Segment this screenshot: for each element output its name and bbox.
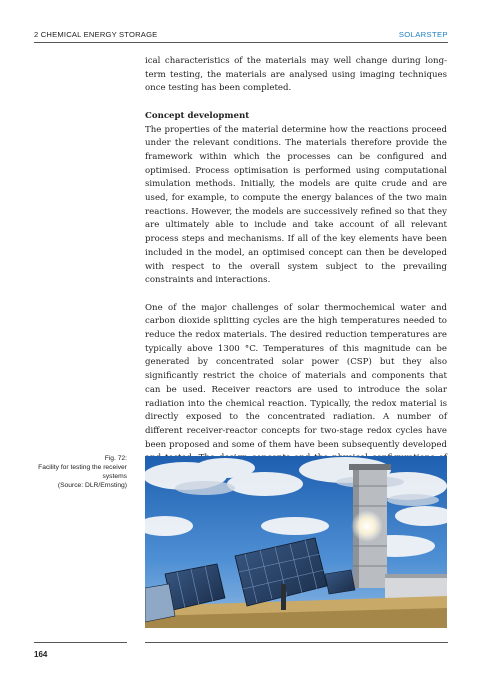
section-heading: Concept development <box>145 110 250 121</box>
page-number: 164 <box>34 650 48 659</box>
figure-caption-text: Facility for testing the receiver systems <box>38 464 127 480</box>
figure-number: Fig. 72: <box>104 455 127 462</box>
footer-rule-left <box>34 642 127 643</box>
header-rule <box>34 42 448 43</box>
paragraph-concept: The properties of the material determine how the reactions proceed under the relevant conditions. The materials therefore provide the framework within which the processes can be configured and optimised. Process optimisation is performed using computational simulation methods. Initially, the models are quite crude and are used, for example, to compute the energy balances of the two main reactions. However, the models are successively refined so that they are ultimately able to include and take account of all relevant process steps and mechanisms. If all of the key elements have been included in the model, an optimised concept can then be developed with respect to the overall system subject to the prevailing constraints and interactions. <box>145 124 447 286</box>
running-header-chapter: 2 CHEMICAL ENERGY STORAGE <box>34 30 158 39</box>
intro-paragraph: ical characteristics of the materials may well change during long-term testing, the materials are analysed using imaging techniques once testing has been completed. <box>145 56 447 94</box>
paragraph-challenges: One of the major challenges of solar thermochemical water and carbon dioxide splitting cycles are the high temperatures needed to reduce the redox materials. The desired reduction temperatures are typically above 1300 °C. Temperatures of this magnitude can be generated by concentrated solar power (CSP) but they also significantly restrict the choice of materials and components that can be used. Receiver reactors are used to introduce the solar radiation into the chemical reaction. Typically, the redox material is directly exposed to the concentrated radiation. A number of different receiver-reactor concepts for two-stage redox cycles have been proposed and some of them have been subsequently developed <box>145 302 447 450</box>
paragraph-gap <box>145 288 447 302</box>
footer-rule-right <box>145 642 448 643</box>
figure-source: (Source: DLR/Ernsting) <box>57 482 127 489</box>
figure-caption <box>34 454 127 490</box>
solar-tower-photo <box>145 456 447 628</box>
paragraph-gap <box>145 96 447 110</box>
body-text <box>145 55 447 493</box>
running-header-project: SOLARSTEP <box>398 30 448 39</box>
